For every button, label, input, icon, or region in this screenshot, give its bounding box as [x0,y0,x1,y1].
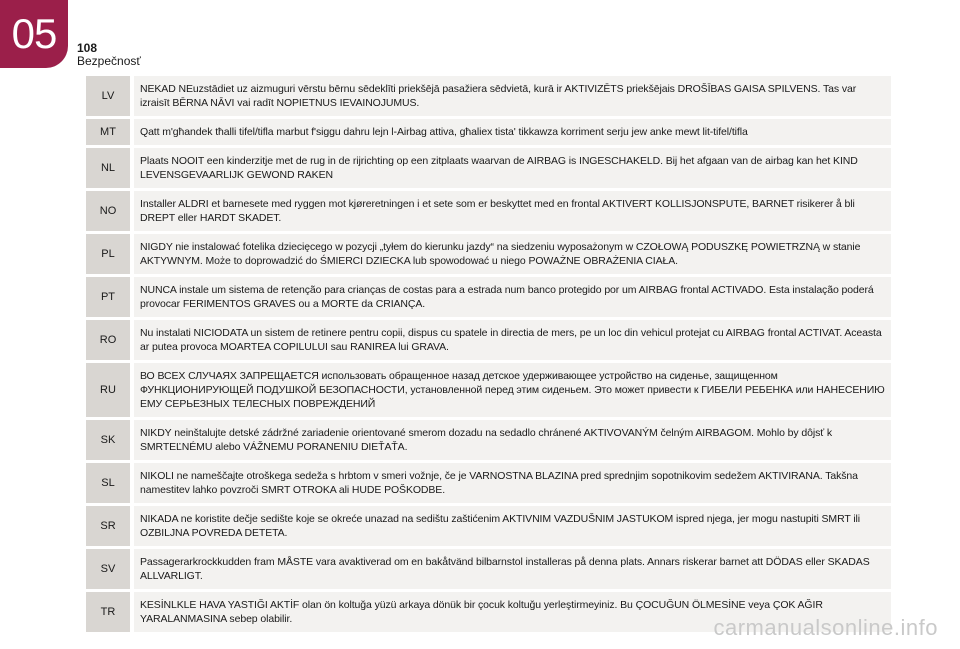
warning-text: NUNCA instale um sistema de retenção para crianças de costas para a estrada num banco protegido por um AIRBAG frontal ACTIVADO. Esta instalação poderá provocar FERIMENTOS GRAVES ou a MORTE da CRIANÇA. [134,277,891,317]
warning-text: ВО ВСЕХ СЛУЧАЯХ ЗАПРЕЩАЕТСЯ использовать обращенное назад детское удерживающее устройство на сиденье, защищенном ФУНКЦИОНИРУЮЩЕЙ ПОДУШКОЙ БЕЗОПАСНОСТИ, установленной перед этим сиденьем. Это может привести к ГИБЕЛИ РЕБЕНКА или НАНЕСЕНИЮ ЕМУ СЕРЬЕЗНЫХ ТЕЛЕСНЫХ ПОВРЕЖДЕНИЙ [134,363,891,417]
chapter-tab [0,0,68,68]
language-code: PL [86,234,130,274]
language-code: RO [86,320,130,360]
warning-text: NIKOLI ne nameščajte otroškega sedeža s hrbtom v smeri vožnje, če je VARNOSTNA BLAZINA pred sprednjim sopotnikovim sedežem AKTIVIRANA. Takšna namestitev lahko povzroči SMRT OTROKA ali HUDE POŠKODBE. [134,463,891,503]
warning-text: NIKDY neinštalujte detské zádržné zariadenie orientované smerom dozadu na sedadlo chránené AKTIVOVANÝM čelným AIRBAGOM. Mohlo by dôjsť k SMRTEĽNÉMU alebo VÁŽNEMU PORANENIU DIEŤAŤA. [134,420,891,460]
language-code: NL [86,148,130,188]
warning-text: Passagerarkrockkudden fram MÅSTE vara avaktiverad om en bakåtvänd bilbarnstol installeras på denna plats. Annars riskerar barnet att DÖDAS eller SKADAS ALLVARLIGT. [134,549,891,589]
language-code: SR [86,506,130,546]
page-number: 108 [77,41,98,55]
warning-text: Nu instalati NICIODATA un sistem de retinere pentru copii, dispus cu spatele in directia de mers, pe un loc din vehicul protejat cu AIRBAG frontal ACTIVAT. Aceasta ar putea provoca MOARTEA COPILULUI sau RANIREA lui GRAVA. [134,320,891,360]
section-title: Bezpečnosť [77,54,141,68]
table-row [86,320,891,360]
language-code: NO [86,191,130,231]
table-row [86,463,891,503]
table-row [86,234,891,274]
language-code: SV [86,549,130,589]
warning-text: Installer ALDRI et barnesete med ryggen mot kjøreretningen i et sete som er beskyttet med en frontal AKTIVERT KOLLISJONSPUTE, BARNET risikerer å bli DREPT eller HARDT SKADET. [134,191,891,231]
table-row [86,549,891,589]
warning-text: Plaats NOOIT een kinderzitje met de rug in de rijrichting op een zitplaats waarvan de AIRBAG is INGESCHAKELD. Bij het afgaan van de airbag kan het KIND LEVENSGEVAARLIJK GEWOND RAKEN [134,148,891,188]
warning-text: NIGDY nie instalować fotelika dziecięcego w pozycji „tyłem do kierunku jazdy“ na siedzeniu wyposażonym w CZOŁOWĄ PODUSZKĘ POWIETRZNĄ w stanie AKTYWNYM. Może to doprowadzić do ŚMIERCI DZIECKA lub spowodować u niego POWAŻNE OBRAŻENIA CIAŁA. [134,234,891,274]
table-row [86,506,891,546]
warning-text: NIKADA ne koristite dečje sedište koje se okreće unazad na sedištu zaštićenim AKTIVNIM VAZDUŠNIM JASTUKOM ispred njega, jer mogu nastupiti SMRT ili OZBILJNA POVREDA DETETA. [134,506,891,546]
language-code: SK [86,420,130,460]
warning-text: KESİNLKLE HAVA YASTIĞI AKTİF olan ön koltuğa yüzü arkaya dönük bir çocuk koltuğu yerleştirmeyiniz. Bu ÇOCUĞUN ÖLMESİNE veya ÇOK AĞIR YARALANMASINA sebep olabilir. [134,592,891,632]
warning-text: NEKAD NEuzstādiet uz aizmuguri vērstu bērnu sēdeklīti priekšējā pasažiera sēdvietā, kurā ir AKTIVIZĒTS priekšējais DROŠĪBAS GAISA SPILVENS. Tas var izraisīt BĒRNA NĀVI vai radīt NOPIETNUS IEVAINOJUMUS. [134,76,891,116]
table-row [86,420,891,460]
warning-text: Qatt m'għandek tħalli tifel/tifla marbut f'siggu dahru lejn l-Airbag attiva, għaliex tista' tikkawza korriment serju jew anke mewt lit-tifel/tifla [134,119,891,145]
chapter-number: 05 [11,10,57,57]
table-row [86,76,891,116]
table-row [86,148,891,188]
table-row [86,119,891,145]
table-row [86,277,891,317]
table-row [86,363,891,417]
language-code: SL [86,463,130,503]
language-code: MT [86,119,130,145]
table-row [86,191,891,231]
watermark: carmanualsonline.info [713,615,938,640]
warning-table [86,76,891,635]
language-code: RU [86,363,130,417]
language-code: PT [86,277,130,317]
language-code: LV [86,76,130,116]
language-code: TR [86,592,130,632]
